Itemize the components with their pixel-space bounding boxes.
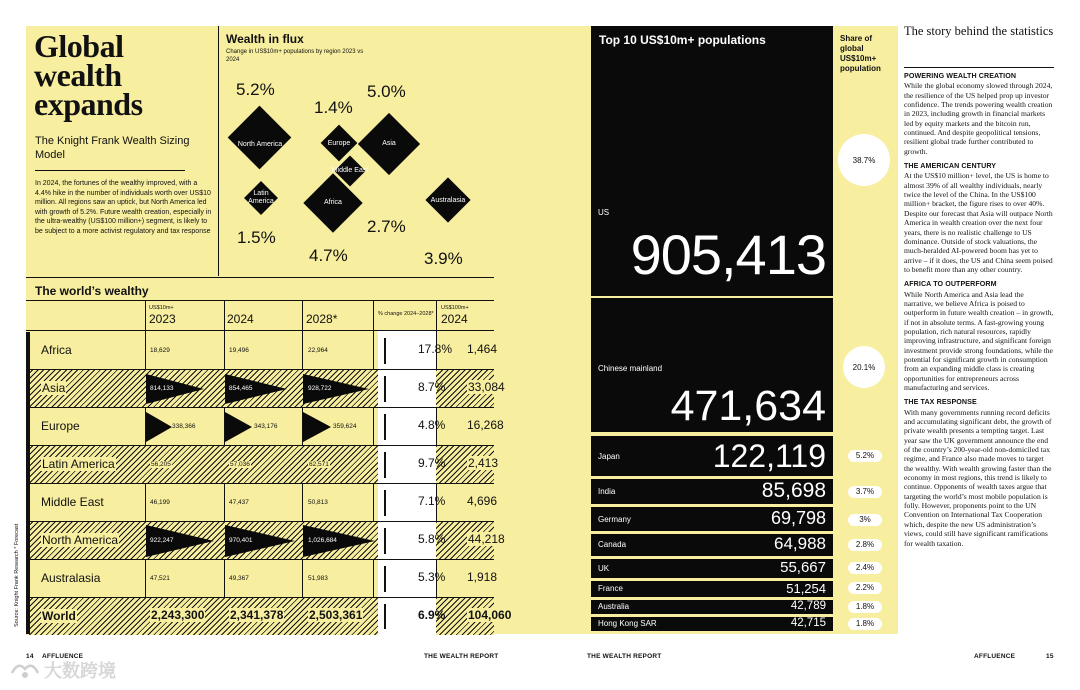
block-uk xyxy=(591,559,833,578)
section-text: While the global economy slowed through 2024, the resilience of the US helped prop up investor confidence. The trends powering wealth creation in 2023, including growth in financial markets led by equity markets and the bitcoin run, continued. And despite geopolitical tensions, resilient global trade further contributed to growth. xyxy=(904,81,1053,156)
table-row xyxy=(26,522,505,559)
row-change: 6.9% xyxy=(418,608,446,622)
row-name: Latin America xyxy=(42,457,115,471)
diamond-label-latin-america: Latin America xyxy=(248,190,274,205)
table-row xyxy=(26,484,498,521)
row-100m: 2,413 xyxy=(468,456,499,470)
country-value: 69,798 xyxy=(770,508,826,528)
flux-pct-australasia: 3.9% xyxy=(424,249,463,268)
table-row xyxy=(26,446,499,483)
row-name: Australasia xyxy=(41,571,101,585)
country-name: Canada xyxy=(598,540,627,549)
table-row-total xyxy=(26,598,512,635)
block-france xyxy=(591,581,833,597)
story-body xyxy=(904,72,1054,548)
source-note: Source: Knight Frank Research * Forecast xyxy=(14,523,20,627)
section-text: With many governments running record deficits and accumulating significant debt, the growth of private wealth presents a tempting target. Last year saw the UK government announce the end of the country’s 200-year-old non-domiciled tax regime, and France also made moves to target the wealthy. With wealth growing faster than the economy in most regions, this trend is likely to continue. Opponents of wealth taxes argue that targeting the world’s most mobile population is folly. However, proponents point to the UN Convention on International Tax Cooperation which, despite the new US administration’s views, could still have significant ramifications for wealth taxation. xyxy=(904,407,1052,548)
page-number-right: 15 xyxy=(1046,653,1054,660)
row-100m: 1,464 xyxy=(467,342,498,356)
col-2024: 2024 xyxy=(227,312,254,326)
col-change: % change 2024–2028* xyxy=(378,311,434,317)
page-title: Global wealth expands xyxy=(34,28,143,122)
row-2028: 1,026,684 xyxy=(308,537,337,544)
flux-pct-asia: 5.0% xyxy=(367,82,406,101)
share-china: 20.1% xyxy=(843,346,885,388)
share-japan: 5.2% xyxy=(848,450,882,462)
country-value: 42,715 xyxy=(790,617,826,629)
share-us: 38.7% xyxy=(838,134,890,186)
country-value: 42,789 xyxy=(790,600,826,612)
row-name: Asia xyxy=(42,381,66,395)
section-heading: AFRICA TO OUTPERFORM xyxy=(904,280,997,289)
country-name: UK xyxy=(598,564,610,573)
row-name: Europe xyxy=(41,419,80,433)
section-text: While North America and Asia lead the narrative, we believe Africa is poised to outperform in future wealth creation – in growth, if not in absolute terms. A fast-growing young population, rich natural resources, rapidly improving infrastructure, and significant foreign investment provide strong foundations, while the potential for significant growth in consumption from an expanding middle class is creating opportunities for entrepreneurs across manufacturing and services. xyxy=(904,289,1054,392)
row-name: Africa xyxy=(41,343,72,357)
row-change: 8.7% xyxy=(418,380,446,394)
table-row xyxy=(26,560,498,597)
col-2024-100m: 2024 xyxy=(441,312,468,326)
table-row xyxy=(26,332,498,369)
table-title: The world’s wealthy xyxy=(35,284,149,298)
block-india xyxy=(591,479,833,504)
row-2028: 51,983 xyxy=(308,575,328,582)
row-2024: 49,367 xyxy=(229,575,249,582)
block-canada xyxy=(591,534,833,556)
row-2024: 57,036 xyxy=(230,461,250,468)
col-unit-10m: US$10m+ xyxy=(149,305,174,311)
section-left: AFFLUENCE xyxy=(42,653,84,660)
row-2028: 50,813 xyxy=(308,499,328,506)
divider xyxy=(35,170,185,171)
row-2023: 18,629 xyxy=(150,347,170,354)
col-2028: 2028* xyxy=(306,312,338,326)
row-name: North America xyxy=(42,533,119,547)
row-change: 4.8% xyxy=(418,418,446,432)
row-2028: 22,964 xyxy=(308,347,328,354)
row-2024: 854,465 xyxy=(229,385,253,392)
country-value: 122,119 xyxy=(712,438,826,474)
country-name: Germany xyxy=(598,515,631,524)
diamond-label-europe: Europe xyxy=(327,140,351,147)
block-us xyxy=(591,26,833,296)
row-2024: 47,437 xyxy=(229,499,249,506)
block-japan xyxy=(591,436,833,476)
country-value: 64,988 xyxy=(774,534,826,553)
watermark xyxy=(10,657,116,683)
flux-title: Wealth in flux xyxy=(226,32,304,46)
row-2023: 46,199 xyxy=(150,499,170,506)
block-china xyxy=(591,298,833,432)
row-2023: 47,521 xyxy=(150,575,170,582)
country-value: 51,254 xyxy=(786,581,826,596)
report-name-left: THE WEALTH REPORT xyxy=(424,653,499,660)
divider xyxy=(26,277,494,278)
share-australia: 1.8% xyxy=(848,601,882,613)
row-100m: 44,218 xyxy=(468,532,505,546)
divider xyxy=(218,26,219,276)
flux-pct-middle-east: 2.7% xyxy=(367,217,406,236)
share-india: 3.7% xyxy=(848,486,882,498)
row-100m: 33,084 xyxy=(468,380,505,394)
row-2028: 359,624 xyxy=(333,423,357,430)
row-100m: 104,060 xyxy=(468,608,512,622)
intro-text: In 2024, the fortunes of the wealthy improved, with a 4.4% hike in the number of individuals worth over US$10 million. All regions saw an uptick, but North America led with growth of 5.2%. Future wealth creation, especially in the ultra-wealthy (US$100 million+) segment, is likely to be subject to a more activist regulatory and tax response xyxy=(35,180,212,235)
col-unit-100m: US$100m+ xyxy=(441,305,469,311)
section-heading: THE TAX RESPONSE xyxy=(904,398,977,407)
flux-pct-north-america: 5.2% xyxy=(236,80,275,99)
diamond-label-asia: Asia xyxy=(382,140,396,147)
share-title: Share of global US$10m+ population xyxy=(840,34,881,73)
watermark-logo-icon xyxy=(10,659,40,681)
watermark-text: 大数跨境 xyxy=(44,661,116,681)
table-row xyxy=(26,370,505,407)
top10-title: Top 10 US$10m+ populations xyxy=(599,33,766,47)
row-name: Middle East xyxy=(41,495,104,509)
row-100m: 4,696 xyxy=(467,494,498,508)
row-change: 17.8% xyxy=(418,342,453,356)
diamond-label-middle-east: Middle East xyxy=(331,167,369,174)
share-column-background xyxy=(494,26,586,634)
country-value: 55,667 xyxy=(780,559,826,576)
share-hong-kong: 1.8% xyxy=(848,618,882,630)
report-name-right: THE WEALTH REPORT xyxy=(587,653,662,660)
share-canada: 2.8% xyxy=(848,539,882,551)
row-name: World xyxy=(42,609,76,623)
flux-pct-europe: 1.4% xyxy=(314,98,353,117)
row-2028: 2,503,361 xyxy=(309,608,363,622)
diamond-label-africa: Africa xyxy=(324,199,342,206)
flux-subtitle: Change in US$10m+ populations by region 2023 vs 2024 xyxy=(226,49,364,63)
model-subtitle: The Knight Frank Wealth Sizing Model xyxy=(35,135,190,161)
block-germany xyxy=(591,507,833,531)
section-heading: THE AMERICAN CENTURY xyxy=(904,162,997,171)
country-value: 85,698 xyxy=(761,479,826,502)
share-france: 2.2% xyxy=(848,582,882,594)
row-2028: 62,571 xyxy=(309,461,329,468)
flux-pct-latin-america: 1.5% xyxy=(237,228,276,247)
row-2023: 56,205 xyxy=(151,461,171,468)
divider xyxy=(26,330,494,331)
country-value: 905,413 xyxy=(630,223,826,286)
row-2024: 2,341,378 xyxy=(230,608,284,622)
country-name: France xyxy=(598,584,623,593)
country-name: Japan xyxy=(598,452,620,461)
diamond-label-north-america: North America xyxy=(237,141,283,148)
row-change: 7.1% xyxy=(418,494,446,508)
country-name: US xyxy=(598,208,610,217)
row-2024: 19,496 xyxy=(229,347,249,354)
block-australia xyxy=(591,600,833,614)
row-2023: 814,133 xyxy=(150,385,174,392)
row-2023: 2,243,300 xyxy=(151,608,205,622)
share-uk: 2.4% xyxy=(848,562,882,574)
row-2023: 922,247 xyxy=(150,537,174,544)
country-value: 471,634 xyxy=(670,382,826,430)
row-change: 5.3% xyxy=(418,570,446,584)
divider xyxy=(904,67,1054,68)
table-row xyxy=(26,408,504,445)
section-heading: POWERING WEALTH CREATION xyxy=(904,72,1017,80)
row-2024: 970,401 xyxy=(229,537,253,544)
country-name: Australia xyxy=(598,602,630,611)
divider xyxy=(26,300,494,301)
section-right: AFFLUENCE xyxy=(974,653,1016,660)
row-2023: 338,366 xyxy=(172,423,196,430)
diamond-label-australasia: Australasia xyxy=(430,197,466,204)
row-100m: 16,268 xyxy=(467,418,504,432)
country-name: India xyxy=(598,487,616,496)
row-change: 5.8% xyxy=(418,532,446,546)
row-2024: 343,176 xyxy=(254,423,278,430)
country-name: Hong Kong SAR xyxy=(598,619,657,628)
row-100m: 1,918 xyxy=(467,570,498,584)
section-text: At the US$10 million+ level, the US is home to almost 39% of all wealthy individuals, nearly twice the level of the China. In the US$100 million+ bracket, the figure rises to over 40%. Despite our forecast that Asia will outpace North America in wealth creation over the next four years, there is no realistic challenge to US dominance. Outside of stock valuations, the much-heralded AI-powered boom has yet to arrive – if it does, the US and China seem poised to benefit more than any other country. xyxy=(904,171,1053,274)
story-title: The story behind the statistics xyxy=(904,24,1054,38)
country-name: Chinese mainland xyxy=(598,364,663,373)
col-2023: 2023 xyxy=(149,312,176,326)
block-hong-kong xyxy=(591,617,833,631)
row-change: 9.7% xyxy=(418,456,446,470)
row-2028: 928,722 xyxy=(308,385,332,392)
share-germany: 3% xyxy=(848,514,882,526)
page-number-left: 14 xyxy=(26,653,34,660)
flux-pct-africa: 4.7% xyxy=(309,246,348,265)
